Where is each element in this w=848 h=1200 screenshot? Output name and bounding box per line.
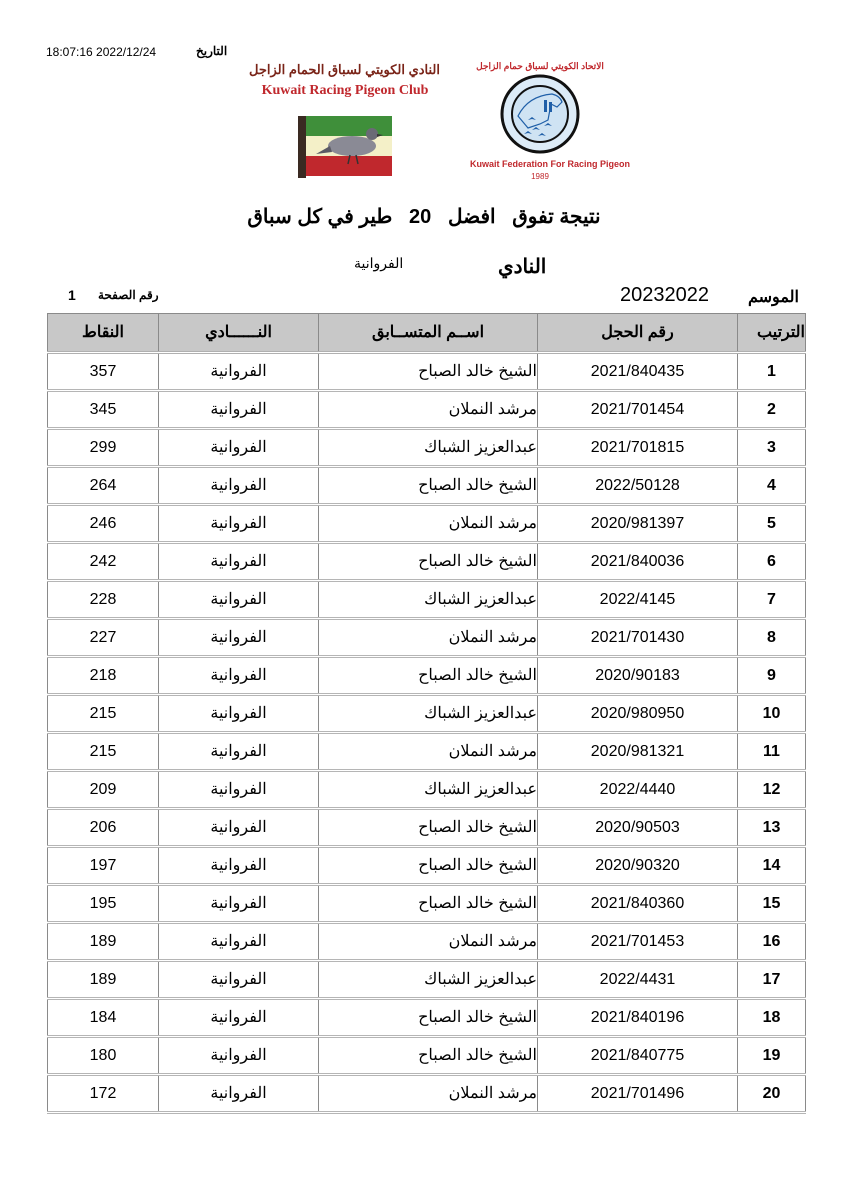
table-row (48, 543, 806, 581)
table-row (48, 581, 806, 619)
club-cell: الفروانية (159, 429, 319, 467)
rank-cell: 2 (738, 391, 806, 429)
competitor-name-cell: مرشد النملان (319, 733, 538, 771)
club-cell: الفروانية (159, 1037, 319, 1075)
club-cell: الفروانية (159, 581, 319, 619)
club-cell: الفروانية (159, 923, 319, 961)
federation-logo (470, 60, 631, 196)
competitor-name-cell: الشيخ خالد الصباح (319, 847, 538, 885)
table-header-row (48, 314, 806, 353)
club-logo-english-text: Kuwait Racing Pigeon Club (261, 83, 429, 98)
competitor-name-cell: الشيخ خالد الصباح (319, 1037, 538, 1075)
club-cell: الفروانية (159, 961, 319, 999)
ring-number-cell: 2021/840196 (538, 999, 738, 1037)
competitor-name-cell: الشيخ خالد الصباح (319, 657, 538, 695)
rank-cell: 1 (738, 353, 806, 391)
ring-number-cell: 2020/980950 (538, 695, 738, 733)
federation-logo-english-text: Kuwait Federation For Racing Pigeon (470, 159, 631, 169)
rank-cell: 4 (738, 467, 806, 505)
competitor-name-cell: مرشد النملان (319, 505, 538, 543)
table-row (48, 353, 806, 391)
points-cell: 357 (48, 353, 159, 391)
ring-number-cell: 2021/840360 (538, 885, 738, 923)
ring-number-cell: 2020/90503 (538, 809, 738, 847)
points-cell: 242 (48, 543, 159, 581)
points-cell: 345 (48, 391, 159, 429)
ring-number-cell: 2022/4431 (538, 961, 738, 999)
competitor-name-cell: عبدالعزيز الشباك (319, 771, 538, 809)
club-cell: الفروانية (159, 885, 319, 923)
club-cell: الفروانية (159, 505, 319, 543)
table-row (48, 923, 806, 961)
table-row (48, 847, 806, 885)
ring-number-cell: 2020/90183 (538, 657, 738, 695)
competitor-name-cell: عبدالعزيز الشباك (319, 961, 538, 999)
table-row (48, 999, 806, 1037)
points-cell: 189 (48, 961, 159, 999)
ring-number-cell: 2022/50128 (538, 467, 738, 505)
points-cell: 299 (48, 429, 159, 467)
flag-green-stripe (306, 116, 392, 136)
ring-number-cell: 2021/840775 (538, 1037, 738, 1075)
date-label: التاريخ (196, 44, 228, 58)
competitor-name-cell: الشيخ خالد الصباح (319, 543, 538, 581)
title-count: 20 (409, 206, 432, 228)
ring-number-cell: 2020/981397 (538, 505, 738, 543)
club-cell: الفروانية (159, 771, 319, 809)
ring-number-cell: 2021/701453 (538, 923, 738, 961)
points-cell: 218 (48, 657, 159, 695)
federation-inner-ring (512, 86, 568, 142)
competitor-name-cell: مرشد النملان (319, 619, 538, 657)
competitor-name-cell: الشيخ خالد الصباح (319, 809, 538, 847)
table-row (48, 885, 806, 923)
rank-cell: 8 (738, 619, 806, 657)
table-row (48, 809, 806, 847)
club-cell: الفروانية (159, 467, 319, 505)
column-header-club: النــــــادي (159, 314, 319, 353)
rank-cell: 3 (738, 429, 806, 467)
ring-number-cell: 2020/981321 (538, 733, 738, 771)
table-row (48, 1075, 806, 1113)
rank-cell: 13 (738, 809, 806, 847)
points-cell: 189 (48, 923, 159, 961)
club-label: النادي (498, 256, 547, 278)
ring-number-cell: 2021/701815 (538, 429, 738, 467)
points-cell: 184 (48, 999, 159, 1037)
results-table-body (48, 353, 806, 1113)
club-cell: الفروانية (159, 543, 319, 581)
points-cell: 215 (48, 695, 159, 733)
federation-logo-arabic-text: الاتحاد الكويتي لسباق حمام الزاجل (476, 61, 604, 71)
ring-number-cell: 2020/90320 (538, 847, 738, 885)
table-row (48, 771, 806, 809)
ring-number-cell: 2021/840435 (538, 353, 738, 391)
club-cell: الفروانية (159, 733, 319, 771)
club-cell: الفروانية (159, 695, 319, 733)
points-cell: 172 (48, 1075, 159, 1113)
season-value: 20232022 (620, 284, 709, 306)
rank-cell: 9 (738, 657, 806, 695)
competitor-name-cell: الشيخ خالد الصباح (319, 467, 538, 505)
column-header-points: النقاط (48, 314, 159, 353)
competitor-name-cell: عبدالعزيز الشباك (319, 429, 538, 467)
club-cell: الفروانية (159, 809, 319, 847)
federation-logo-graphic (500, 74, 580, 154)
federation-logo-year: 1989 (531, 172, 549, 181)
club-cell: الفروانية (159, 619, 319, 657)
table-row (48, 695, 806, 733)
table-row (48, 961, 806, 999)
rank-cell: 20 (738, 1075, 806, 1113)
competitor-name-cell: الشيخ خالد الصباح (319, 999, 538, 1037)
flag-trapezoid-icon (298, 116, 306, 178)
season-label: الموسم (748, 289, 799, 306)
points-cell: 228 (48, 581, 159, 619)
page-number-value: 1 (68, 287, 76, 303)
competitor-name-cell: مرشد النملان (319, 391, 538, 429)
ring-number-cell: 2021/840036 (538, 543, 738, 581)
ring-number-cell: 2021/701430 (538, 619, 738, 657)
points-cell: 197 (48, 847, 159, 885)
results-table (47, 313, 806, 1114)
table-row (48, 733, 806, 771)
club-cell: الفروانية (159, 847, 319, 885)
points-cell: 227 (48, 619, 159, 657)
rank-cell: 5 (738, 505, 806, 543)
date-value: 18:07:16 2022/12/24 (46, 45, 157, 59)
table-row (48, 505, 806, 543)
page-number-label: رقم الصفحة (98, 288, 159, 302)
competitor-name-cell: الشيخ خالد الصباح (319, 353, 538, 391)
table-row (48, 429, 806, 467)
column-header-ring: رقم الحجل (538, 314, 738, 353)
points-cell: 215 (48, 733, 159, 771)
rank-cell: 15 (738, 885, 806, 923)
points-cell: 206 (48, 809, 159, 847)
rank-cell: 6 (738, 543, 806, 581)
ring-number-cell: 2022/4440 (538, 771, 738, 809)
title-part-2: افضل (447, 206, 496, 228)
club-logo-arabic-text: النادي الكويتي لسباق الحمام الزاجل (249, 62, 440, 77)
points-cell: 195 (48, 885, 159, 923)
report-title (0, 204, 848, 229)
points-cell: 264 (48, 467, 159, 505)
table-row (48, 391, 806, 429)
ring-number-cell: 2021/701454 (538, 391, 738, 429)
rank-cell: 11 (738, 733, 806, 771)
club-cell: الفروانية (159, 353, 319, 391)
points-cell: 180 (48, 1037, 159, 1075)
competitor-name-cell: عبدالعزيز الشباك (319, 695, 538, 733)
competitor-name-cell: الشيخ خالد الصباح (319, 885, 538, 923)
club-value: الفروانية (354, 255, 404, 271)
rank-cell: 14 (738, 847, 806, 885)
column-header-rank: الترتيب (738, 314, 806, 353)
table-row (48, 1037, 806, 1075)
points-cell: 209 (48, 771, 159, 809)
club-logo-graphic (290, 106, 400, 186)
table-row (48, 619, 806, 657)
tower-icon (549, 102, 552, 112)
column-header-name: اســم المتســابق (319, 314, 538, 353)
club-logo (250, 62, 440, 190)
competitor-name-cell: عبدالعزيز الشباك (319, 581, 538, 619)
rank-cell: 7 (738, 581, 806, 619)
rank-cell: 19 (738, 1037, 806, 1075)
club-cell: الفروانية (159, 1075, 319, 1113)
rank-cell: 16 (738, 923, 806, 961)
table-row (48, 467, 806, 505)
ring-number-cell: 2021/701496 (538, 1075, 738, 1113)
ring-number-cell: 2022/4145 (538, 581, 738, 619)
rank-cell: 18 (738, 999, 806, 1037)
rank-cell: 17 (738, 961, 806, 999)
competitor-name-cell: مرشد النملان (319, 923, 538, 961)
title-part-3: طير في كل سباق (247, 206, 393, 228)
tower-icon (544, 100, 547, 112)
club-cell: الفروانية (159, 999, 319, 1037)
rank-cell: 10 (738, 695, 806, 733)
points-cell: 246 (48, 505, 159, 543)
rank-cell: 12 (738, 771, 806, 809)
club-cell: الفروانية (159, 657, 319, 695)
table-row (48, 657, 806, 695)
club-cell: الفروانية (159, 391, 319, 429)
title-part-1: نتيجة تفوق (512, 206, 601, 228)
competitor-name-cell: مرشد النملان (319, 1075, 538, 1113)
